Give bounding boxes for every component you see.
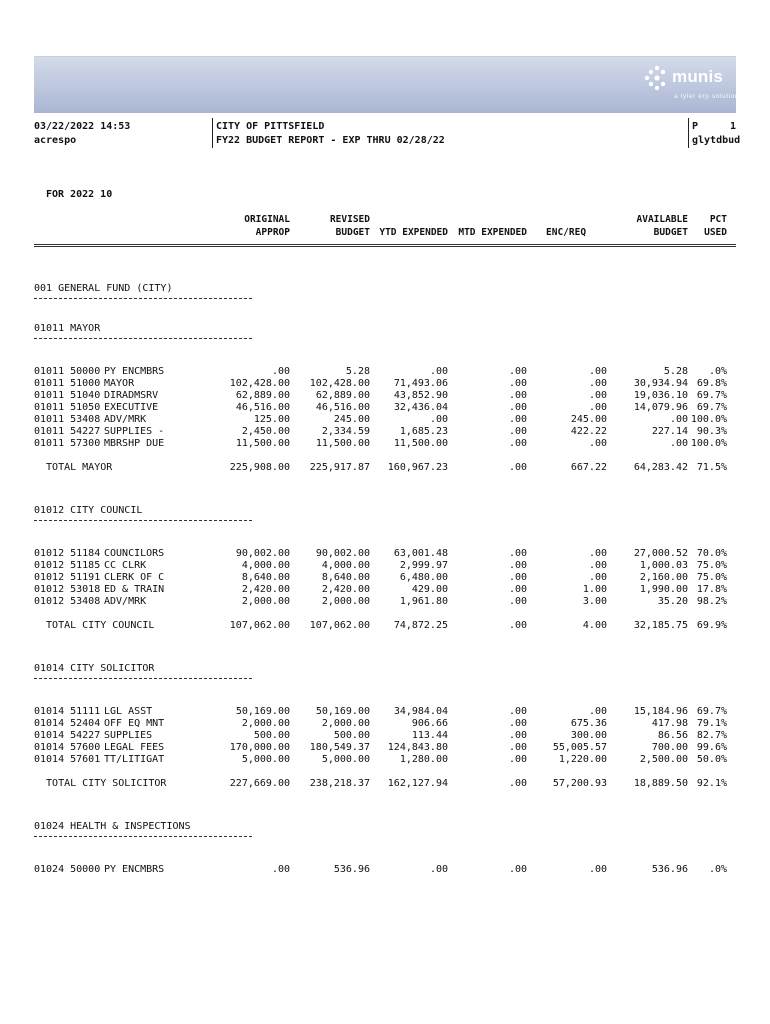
table-row <box>0 572 770 584</box>
cell-value: 5,000.00 <box>241 754 290 765</box>
cell-value: 2,000.00 <box>241 718 290 729</box>
cell-value: 90.3% <box>696 426 727 437</box>
account-number: 01024 50000 <box>34 864 101 875</box>
cell-value: 50.0% <box>696 754 727 765</box>
header-divider-right <box>688 118 689 148</box>
column-header-line2: BUDGET <box>653 227 688 238</box>
cell-value: 2,000.00 <box>321 596 370 607</box>
cell-value: .00 <box>588 706 607 717</box>
cell-value: 225,908.00 <box>229 462 290 473</box>
cell-value: 2,999.97 <box>399 560 448 571</box>
table-row <box>0 584 770 596</box>
cell-value: 4.00 <box>582 620 607 631</box>
account-description: PY ENCMBRS <box>104 366 165 377</box>
cell-value: .00 <box>508 366 527 377</box>
cell-value: 43,852.90 <box>393 390 448 401</box>
cell-value: 102,428.00 <box>229 378 290 389</box>
cell-value: 98.2% <box>696 596 727 607</box>
cell-value: 1.00 <box>582 584 607 595</box>
cell-value: 102,428.00 <box>309 378 370 389</box>
column-header-line1: PCT <box>709 214 727 225</box>
munis-logo-icon <box>644 65 670 91</box>
account-description: MBRSHP DUE <box>104 438 165 449</box>
cell-value: 70.0% <box>696 548 727 559</box>
cell-value: 2,000.00 <box>241 596 290 607</box>
cell-value: 19,036.10 <box>633 390 688 401</box>
cell-value: 69.7% <box>696 390 727 401</box>
cell-value: .00 <box>588 366 607 377</box>
account-description: EXECUTIVE <box>104 402 159 413</box>
table-row <box>0 390 770 402</box>
cell-value: .00 <box>508 730 527 741</box>
table-row <box>0 402 770 414</box>
cell-value: 2,420.00 <box>241 584 290 595</box>
account-number: 01014 51111 <box>34 706 101 717</box>
page-number: 1 <box>729 121 736 132</box>
header-divider-left <box>212 118 213 148</box>
cell-value: 79.1% <box>696 718 727 729</box>
cell-value: .00 <box>508 378 527 389</box>
cell-value: 69.7% <box>696 402 727 413</box>
cell-value: 124,843.80 <box>387 742 448 753</box>
cell-value: 238,218.37 <box>309 778 370 789</box>
cell-value: .00 <box>429 366 448 377</box>
cell-value: 429.00 <box>411 584 448 595</box>
column-header-line2: YTD EXPENDED <box>379 227 448 238</box>
account-description: LGL ASST <box>104 706 153 717</box>
cell-value: .00 <box>508 426 527 437</box>
account-number: 01012 51185 <box>34 560 101 571</box>
account-number: 01011 50000 <box>34 366 101 377</box>
cell-value: .00 <box>508 718 527 729</box>
cell-value: .00 <box>508 778 527 789</box>
total-row <box>0 778 770 790</box>
cell-value: .00 <box>508 706 527 717</box>
cell-value: 75.0% <box>696 572 727 583</box>
account-description: ED & TRAIN <box>104 584 165 595</box>
cell-value: 1,000.03 <box>639 560 688 571</box>
account-number: 01014 57601 <box>34 754 101 765</box>
cell-value: .00 <box>508 462 527 473</box>
account-number: 01012 53018 <box>34 584 101 595</box>
department-title: 01011 MAYOR <box>34 323 101 334</box>
cell-value: 27,000.52 <box>633 548 688 559</box>
account-number: 01014 52404 <box>34 718 101 729</box>
table-row <box>0 706 770 718</box>
cell-value: 107,062.00 <box>229 620 290 631</box>
cell-value: 34,984.04 <box>393 706 448 717</box>
cell-value: 62,889.00 <box>315 390 370 401</box>
cell-value: 69.7% <box>696 706 727 717</box>
column-header-line1: ORIGINAL <box>244 214 290 225</box>
cell-value: 30,934.94 <box>633 378 688 389</box>
cell-value: 99.6% <box>696 742 727 753</box>
table-row <box>0 864 770 876</box>
column-header <box>379 213 448 239</box>
department-title: 01014 CITY SOLICITOR <box>34 663 155 674</box>
department-title-underline <box>34 338 252 339</box>
cell-value: .00 <box>588 548 607 559</box>
cell-value: 90,002.00 <box>315 548 370 559</box>
account-description: TT/LITIGAT <box>104 754 165 765</box>
column-header <box>330 213 370 239</box>
cell-value: .00 <box>429 414 448 425</box>
cell-value: 6,480.00 <box>399 572 448 583</box>
column-header-line1: AVAILABLE <box>636 214 688 225</box>
cell-value: 1,961.80 <box>399 596 448 607</box>
cell-value: .00 <box>588 572 607 583</box>
column-header-line2: USED <box>704 227 727 238</box>
cell-value: .00 <box>669 438 688 449</box>
table-row <box>0 730 770 742</box>
account-number: 01011 51050 <box>34 402 101 413</box>
cell-value: 50,169.00 <box>315 706 370 717</box>
cell-value: 63,001.48 <box>393 548 448 559</box>
table-row <box>0 754 770 766</box>
report-id: glytdbud <box>692 135 741 146</box>
cell-value: 107,062.00 <box>309 620 370 631</box>
cell-value: 50,169.00 <box>235 706 290 717</box>
page-label: P <box>692 121 699 132</box>
cell-value: .00 <box>588 864 607 875</box>
cell-value: 162,127.94 <box>387 778 448 789</box>
account-number: 01012 51191 <box>34 572 101 583</box>
table-row <box>0 414 770 426</box>
account-number: 01011 53408 <box>34 414 101 425</box>
org-name: CITY OF PITTSFIELD <box>216 121 325 132</box>
logo-tagline: a tyler erp solution <box>674 93 740 100</box>
cell-value: .00 <box>508 596 527 607</box>
cell-value: 8,640.00 <box>241 572 290 583</box>
cell-value: .00 <box>271 864 290 875</box>
department-title: 01012 CITY COUNCIL <box>34 505 143 516</box>
column-header <box>704 213 727 239</box>
cell-value: 100.0% <box>690 438 727 449</box>
cell-value: 32,185.75 <box>633 620 688 631</box>
for-period: FOR 2022 10 <box>46 189 113 200</box>
column-header-line2: ENC/REQ <box>546 227 587 238</box>
cell-value: .00 <box>508 572 527 583</box>
table-row <box>0 366 770 378</box>
cell-value: .00 <box>588 402 607 413</box>
account-number: 01011 54227 <box>34 426 101 437</box>
cell-value: 2,420.00 <box>321 584 370 595</box>
cell-value: .00 <box>508 584 527 595</box>
cell-value: 46,516.00 <box>315 402 370 413</box>
cell-value: 2,334.59 <box>321 426 370 437</box>
cell-value: 71.5% <box>696 462 727 473</box>
account-description: ADV/MRK <box>104 414 147 425</box>
cell-value: 69.9% <box>696 620 727 631</box>
cell-value: .00 <box>508 402 527 413</box>
cell-value: 180,549.37 <box>309 742 370 753</box>
table-row <box>0 718 770 730</box>
cell-value: 906.66 <box>411 718 448 729</box>
logo-name: munis <box>672 67 724 86</box>
column-header-line1: REVISED <box>329 214 370 225</box>
cell-value: 11,500.00 <box>235 438 290 449</box>
cell-value: 32,436.04 <box>393 402 448 413</box>
column-header <box>637 213 688 239</box>
account-description: LEGAL FEES <box>104 742 165 753</box>
cell-value: 227.14 <box>651 426 688 437</box>
cell-value: 2,450.00 <box>241 426 290 437</box>
cell-value: .00 <box>508 620 527 631</box>
table-row <box>0 378 770 390</box>
cell-value: 46,516.00 <box>235 402 290 413</box>
department-title-underline <box>34 836 252 837</box>
column-header-line1 <box>458 213 527 226</box>
cell-value: 2,000.00 <box>321 718 370 729</box>
column-header <box>458 213 527 239</box>
cell-value: 92.1% <box>696 778 727 789</box>
cell-value: .00 <box>588 560 607 571</box>
cell-value: 500.00 <box>253 730 290 741</box>
cell-value: 160,967.23 <box>387 462 448 473</box>
cell-value: 113.44 <box>411 730 448 741</box>
account-description: ADV/MRK <box>104 596 147 607</box>
cell-value: 74,872.25 <box>393 620 448 631</box>
account-number: 01011 57300 <box>34 438 101 449</box>
report-user: acrespo <box>34 135 77 146</box>
cell-value: 225,917.87 <box>309 462 370 473</box>
cell-value: 8,640.00 <box>321 572 370 583</box>
cell-value: 422.22 <box>570 426 607 437</box>
account-number: 01014 57600 <box>34 742 101 753</box>
cell-value: 170,000.00 <box>229 742 290 753</box>
column-header <box>546 213 586 239</box>
account-description: DIRADMSRV <box>104 390 159 401</box>
cell-value: 2,500.00 <box>639 754 688 765</box>
total-label: TOTAL CITY COUNCIL <box>34 620 155 631</box>
department-title-underline <box>34 520 252 521</box>
table-row <box>0 560 770 572</box>
header-rule <box>34 244 736 247</box>
cell-value: 5,000.00 <box>321 754 370 765</box>
cell-value: 245.00 <box>570 414 607 425</box>
cell-value: 86.56 <box>657 730 688 741</box>
cell-value: 1,685.23 <box>399 426 448 437</box>
cell-value: 17.8% <box>696 584 727 595</box>
cell-value: .0% <box>708 366 727 377</box>
cell-value: 71,493.06 <box>393 378 448 389</box>
fund-title: 001 GENERAL FUND (CITY) <box>34 283 173 294</box>
cell-value: 1,220.00 <box>558 754 607 765</box>
table-row <box>0 548 770 560</box>
table-row <box>0 438 770 450</box>
cell-value: 227,669.00 <box>229 778 290 789</box>
cell-value: 5.28 <box>345 366 370 377</box>
cell-value: 300.00 <box>570 730 607 741</box>
cell-value: .00 <box>508 742 527 753</box>
cell-value: 3.00 <box>582 596 607 607</box>
cell-value: 536.96 <box>333 864 370 875</box>
cell-value: 700.00 <box>651 742 688 753</box>
account-description: CLERK OF C <box>104 572 165 583</box>
cell-value: 75.0% <box>696 560 727 571</box>
cell-value: 57,200.93 <box>552 778 607 789</box>
table-row <box>0 426 770 438</box>
cell-value: 2,160.00 <box>639 572 688 583</box>
cell-value: 69.8% <box>696 378 727 389</box>
total-label: TOTAL MAYOR <box>34 462 113 473</box>
table-row <box>0 742 770 754</box>
account-description: PY ENCMBRS <box>104 864 165 875</box>
cell-value: .00 <box>429 864 448 875</box>
department-title: 01024 HEALTH & INSPECTIONS <box>34 821 191 832</box>
account-number: 01012 51184 <box>34 548 101 559</box>
cell-value: 64,283.42 <box>633 462 688 473</box>
cell-value: 100.0% <box>690 414 727 425</box>
total-row <box>0 620 770 632</box>
column-header-line2: APPROP <box>255 227 290 238</box>
cell-value: .00 <box>508 438 527 449</box>
column-header-line2: BUDGET <box>335 227 370 238</box>
cell-value: .00 <box>508 390 527 401</box>
cell-value: 82.7% <box>696 730 727 741</box>
cell-value: 55,005.57 <box>552 742 607 753</box>
cell-value: .00 <box>271 366 290 377</box>
cell-value: 14,079.96 <box>633 402 688 413</box>
account-description: OFF EQ MNT <box>104 718 165 729</box>
column-header-line1 <box>379 213 448 226</box>
cell-value: .00 <box>508 560 527 571</box>
account-number: 01012 53408 <box>34 596 101 607</box>
account-description: SUPPLIES <box>104 730 153 741</box>
cell-value: 1,280.00 <box>399 754 448 765</box>
account-number: 01011 51000 <box>34 378 101 389</box>
account-description: SUPPLIES - <box>104 426 165 437</box>
cell-value: 18,889.50 <box>633 778 688 789</box>
cell-value: .00 <box>588 438 607 449</box>
report-title: FY22 BUDGET REPORT - EXP THRU 02/28/22 <box>216 135 445 146</box>
cell-value: .0% <box>708 864 727 875</box>
cell-value: 245.00 <box>333 414 370 425</box>
total-label: TOTAL CITY SOLICITOR <box>34 778 167 789</box>
cell-value: 35.20 <box>657 596 688 607</box>
cell-value: 675.36 <box>570 718 607 729</box>
account-description: MAYOR <box>104 378 135 389</box>
cell-value: 125.00 <box>253 414 290 425</box>
total-row <box>0 462 770 474</box>
report-banner <box>34 56 740 113</box>
column-header <box>244 213 290 239</box>
table-row <box>0 596 770 608</box>
account-description: COUNCILORS <box>104 548 165 559</box>
column-header-line2: MTD EXPENDED <box>458 227 527 238</box>
cell-value: 417.98 <box>651 718 688 729</box>
cell-value: .00 <box>508 548 527 559</box>
munis-logo <box>644 63 740 107</box>
cell-value: 11,500.00 <box>315 438 370 449</box>
column-header-line1 <box>546 213 586 226</box>
cell-value: 5.28 <box>663 366 688 377</box>
cell-value: 62,889.00 <box>235 390 290 401</box>
cell-value: 4,000.00 <box>321 560 370 571</box>
cell-value: 4,000.00 <box>241 560 290 571</box>
cell-value: .00 <box>669 414 688 425</box>
cell-value: .00 <box>508 864 527 875</box>
cell-value: 90,002.00 <box>235 548 290 559</box>
cell-value: 667.22 <box>570 462 607 473</box>
cell-value: 11,500.00 <box>393 438 448 449</box>
cell-value: .00 <box>588 390 607 401</box>
fund-title-underline <box>34 298 252 299</box>
account-number: 01014 54227 <box>34 730 101 741</box>
cell-value: .00 <box>588 378 607 389</box>
cell-value: 1,990.00 <box>639 584 688 595</box>
cell-value: .00 <box>508 414 527 425</box>
department-title-underline <box>34 678 252 679</box>
report-datetime: 03/22/2022 14:53 <box>34 121 131 132</box>
cell-value: 536.96 <box>651 864 688 875</box>
cell-value: 15,184.96 <box>633 706 688 717</box>
account-description: CC CLRK <box>104 560 147 571</box>
cell-value: 500.00 <box>333 730 370 741</box>
cell-value: .00 <box>508 754 527 765</box>
account-number: 01011 51040 <box>34 390 101 401</box>
